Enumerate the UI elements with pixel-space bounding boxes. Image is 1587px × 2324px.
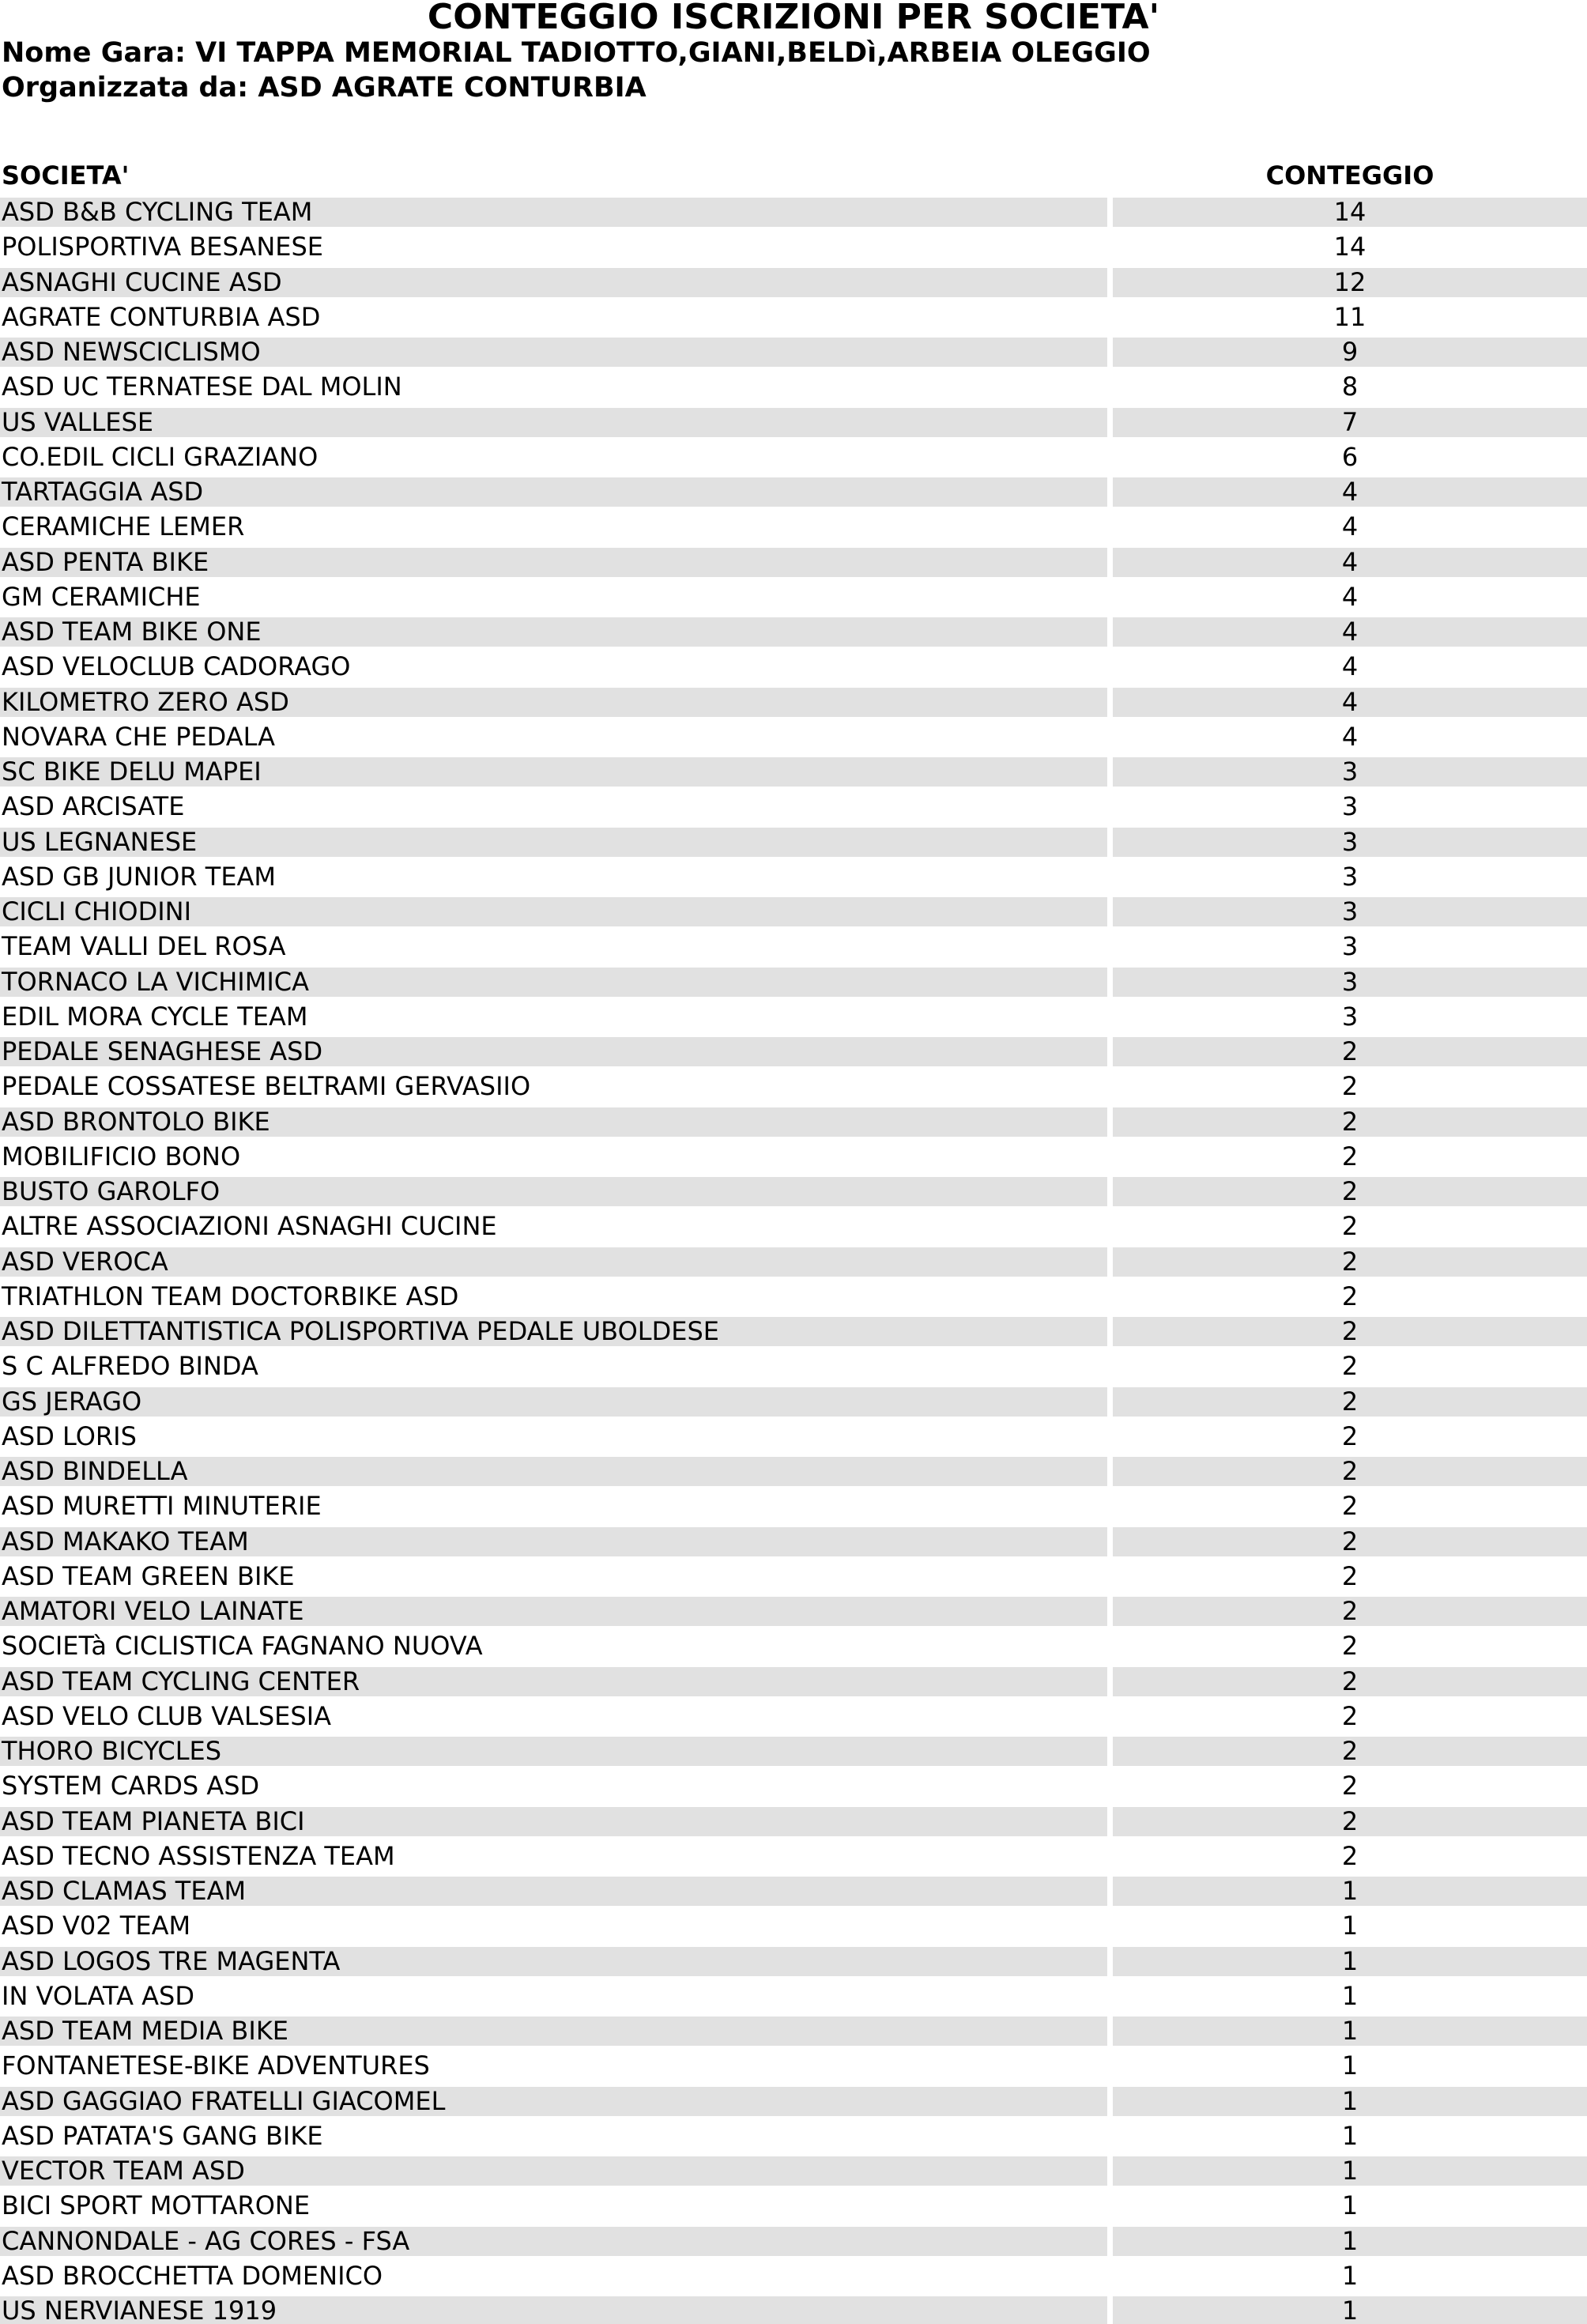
team-name-cell: CERAMICHE LEMER xyxy=(2,512,245,542)
table-row xyxy=(0,1279,1587,1314)
count-cell: 2 xyxy=(1113,1807,1587,1836)
table-row xyxy=(0,1839,1587,1873)
team-name-cell: IN VOLATA ASD xyxy=(2,1981,194,2011)
count-cell: 4 xyxy=(1113,617,1587,647)
count-cell: 11 xyxy=(1333,302,1366,332)
count-cell: 2 xyxy=(1341,1771,1359,1801)
table-row xyxy=(0,999,1587,1034)
table-row xyxy=(0,334,1587,369)
team-name-cell: ASD V02 TEAM xyxy=(2,1911,191,1941)
team-name-cell: ASD TEAM MEDIA BIKE xyxy=(0,2017,1107,2046)
count-cell: 4 xyxy=(1341,512,1359,542)
count-cell: 2 xyxy=(1341,1701,1359,1731)
team-name-cell: ASD GAGGIAO FRATELLI GIACOMEL xyxy=(0,2087,1107,2116)
table-row xyxy=(0,1524,1587,1559)
count-cell: 9 xyxy=(1113,338,1587,367)
count-cell: 2 xyxy=(1113,1247,1587,1277)
team-name-cell: ASD MURETTI MINUTERIE xyxy=(2,1492,322,1522)
team-name-cell: AMATORI VELO LAINATE xyxy=(0,1597,1107,1626)
count-cell: 4 xyxy=(1113,548,1587,577)
count-cell: 4 xyxy=(1113,688,1587,717)
count-cell: 2 xyxy=(1113,1107,1587,1137)
team-name-cell: ASD VELO CLUB VALSESIA xyxy=(2,1701,332,1731)
count-cell: 1 xyxy=(1341,2121,1359,2151)
count-cell: 4 xyxy=(1113,477,1587,507)
team-name-cell: ASD VEROCA xyxy=(0,1247,1107,1277)
table-row xyxy=(0,1768,1587,1803)
table-row xyxy=(0,1419,1587,1454)
count-cell: 3 xyxy=(1341,932,1359,962)
table-row xyxy=(0,1979,1587,2013)
organizer: Organizzata da: ASD AGRATE CONTURBIA xyxy=(2,72,646,104)
team-name-cell: ASD PENTA BIKE xyxy=(0,548,1107,577)
team-name-cell: MOBILIFICIO BONO xyxy=(2,1141,241,1171)
count-cell: 3 xyxy=(1113,757,1587,787)
team-name-cell: ASD LORIS xyxy=(2,1421,137,1451)
team-name-cell: CICLI CHIODINI xyxy=(0,897,1107,926)
count-cell: 2 xyxy=(1113,1737,1587,1766)
count-cell: 2 xyxy=(1341,1841,1359,1871)
team-name-cell: US NERVIANESE 1919 xyxy=(0,2296,1107,2324)
table-row xyxy=(0,545,1587,579)
table-row xyxy=(0,2293,1587,2324)
table-row xyxy=(0,1244,1587,1279)
team-name-cell: US LEGNANESE xyxy=(0,828,1107,857)
team-name-cell: ASD PATATA'S GANG BIKE xyxy=(2,2121,323,2151)
table-row xyxy=(0,1104,1587,1139)
table-row xyxy=(0,859,1587,894)
count-cell: 1 xyxy=(1113,2087,1587,2116)
team-name-cell: PEDALE SENAGHESE ASD xyxy=(0,1037,1107,1066)
count-cell: 4 xyxy=(1341,722,1359,752)
count-cell: 4 xyxy=(1341,652,1359,682)
table-row xyxy=(0,2084,1587,2118)
table-row xyxy=(0,754,1587,789)
count-cell: 2 xyxy=(1341,1561,1359,1591)
count-cell: 1 xyxy=(1113,2017,1587,2046)
count-cell: 12 xyxy=(1113,268,1587,297)
team-name-cell: TEAM VALLI DEL ROSA xyxy=(2,932,286,962)
count-cell: 1 xyxy=(1113,2156,1587,2186)
team-name-cell: ASD TEAM PIANETA BICI xyxy=(0,1807,1107,1836)
table-row xyxy=(0,265,1587,300)
table-row xyxy=(0,789,1587,824)
table-row xyxy=(0,2118,1587,2153)
table-row xyxy=(0,1873,1587,1908)
table-row xyxy=(0,1908,1587,1943)
team-name-cell: EDIL MORA CYCLE TEAM xyxy=(2,1002,308,1032)
count-cell: 2 xyxy=(1113,1457,1587,1486)
team-name-cell: VECTOR TEAM ASD xyxy=(0,2156,1107,2186)
count-cell: 3 xyxy=(1341,1002,1359,1032)
count-cell: 1 xyxy=(1341,2051,1359,2081)
table-row xyxy=(0,2224,1587,2258)
table-row xyxy=(0,229,1587,264)
team-name-cell: S C ALFREDO BINDA xyxy=(2,1352,258,1382)
count-cell: 3 xyxy=(1113,897,1587,926)
table-row xyxy=(0,894,1587,929)
table-row xyxy=(0,579,1587,614)
count-cell: 2 xyxy=(1341,1492,1359,1522)
table-row xyxy=(0,1349,1587,1383)
team-name-cell: ASD ARCISATE xyxy=(2,792,185,822)
table-row xyxy=(0,1488,1587,1523)
team-name-cell: PEDALE COSSATESE BELTRAMI GERVASIIO xyxy=(2,1072,531,1102)
table-row xyxy=(0,1139,1587,1174)
table-row xyxy=(0,2013,1587,2048)
team-name-cell: CANNONDALE - AG CORES - FSA xyxy=(0,2227,1107,2256)
team-name-cell: ASD BRONTOLO BIKE xyxy=(0,1107,1107,1137)
count-cell: 2 xyxy=(1341,1352,1359,1382)
count-cell: 3 xyxy=(1113,968,1587,997)
table-row xyxy=(0,929,1587,964)
team-name-cell: NOVARA CHE PEDALA xyxy=(2,722,276,752)
team-name-cell: ASD BROCCHETTA DOMENICO xyxy=(2,2261,383,2291)
registrations-table xyxy=(0,194,1587,2324)
team-name-cell: ASD TEAM GREEN BIKE xyxy=(2,1561,295,1591)
count-cell: 14 xyxy=(1113,198,1587,227)
team-name-cell: ASD CLAMAS TEAM xyxy=(0,1877,1107,1906)
count-cell: 8 xyxy=(1341,372,1359,402)
table-row xyxy=(0,1174,1587,1209)
team-name-cell: US VALLESE xyxy=(0,408,1107,437)
team-name-cell: ASNAGHI CUCINE ASD xyxy=(0,268,1107,297)
team-name-cell: GM CERAMICHE xyxy=(2,582,201,612)
team-name-cell: KILOMETRO ZERO ASD xyxy=(0,688,1107,717)
team-name-cell: ASD TEAM BIKE ONE xyxy=(0,617,1107,647)
team-name-cell: ASD VELOCLUB CADORAGO xyxy=(2,652,351,682)
count-cell: 2 xyxy=(1113,1177,1587,1206)
team-name-cell: GS JERAGO xyxy=(0,1387,1107,1417)
team-name-cell: ASD B&B CYCLING TEAM xyxy=(0,198,1107,227)
table-row xyxy=(0,2188,1587,2223)
count-cell: 14 xyxy=(1333,232,1366,262)
count-cell: 2 xyxy=(1113,1667,1587,1696)
table-row xyxy=(0,1034,1587,1069)
team-name-cell: TORNACO LA VICHIMICA xyxy=(0,968,1107,997)
team-name-cell: ASD DILETTANTISTICA POLISPORTIVA PEDALE UBOLDESE xyxy=(0,1317,1107,1346)
count-cell: 2 xyxy=(1341,1632,1359,1662)
team-name-cell: BICI SPORT MOTTARONE xyxy=(2,2191,311,2221)
count-cell: 2 xyxy=(1341,1281,1359,1311)
count-cell: 2 xyxy=(1113,1387,1587,1417)
count-cell: 2 xyxy=(1341,1072,1359,1102)
table-row xyxy=(0,509,1587,544)
count-cell: 4 xyxy=(1341,582,1359,612)
count-cell: 1 xyxy=(1113,1877,1587,1906)
team-name-cell: TARTAGGIA ASD xyxy=(0,477,1107,507)
table-row xyxy=(0,1664,1587,1699)
table-row xyxy=(0,1314,1587,1349)
table-row xyxy=(0,440,1587,474)
table-row xyxy=(0,649,1587,684)
team-name-cell: ASD NEWSCICLISMO xyxy=(0,338,1107,367)
team-name-cell: ASD UC TERNATESE DAL MOLIN xyxy=(2,372,402,402)
table-row xyxy=(0,1699,1587,1734)
count-cell: 2 xyxy=(1113,1527,1587,1556)
team-name-cell: TRIATHLON TEAM DOCTORBIKE ASD xyxy=(2,1281,459,1311)
table-row xyxy=(0,1944,1587,1979)
count-cell: 7 xyxy=(1113,408,1587,437)
count-cell: 3 xyxy=(1341,792,1359,822)
team-name-cell: ASD GB JUNIOR TEAM xyxy=(2,862,277,892)
count-cell: 2 xyxy=(1341,1141,1359,1171)
table-row xyxy=(0,1384,1587,1419)
team-name-cell: ASD TECNO ASSISTENZA TEAM xyxy=(2,1841,395,1871)
table-row xyxy=(0,2153,1587,2188)
table-row xyxy=(0,1069,1587,1104)
count-cell: 2 xyxy=(1113,1037,1587,1066)
table-row xyxy=(0,369,1587,404)
team-name-cell: ASD MAKAKO TEAM xyxy=(0,1527,1107,1556)
table-row xyxy=(0,1734,1587,1768)
team-name-cell: SC BIKE DELU MAPEI xyxy=(0,757,1107,787)
table-row xyxy=(0,2048,1587,2083)
document-title: CONTEGGIO ISCRIZIONI PER SOCIETA' xyxy=(427,0,1160,37)
count-cell: 1 xyxy=(1341,2261,1359,2291)
count-cell: 3 xyxy=(1341,862,1359,892)
count-cell: 2 xyxy=(1341,1212,1359,1242)
team-name-cell: SOCIETà CICLISTICA FAGNANO NUOVA xyxy=(2,1632,483,1662)
column-header-societa: SOCIETA' xyxy=(2,160,130,191)
table-row xyxy=(0,300,1587,334)
count-cell: 1 xyxy=(1113,2296,1587,2324)
count-cell: 2 xyxy=(1341,1421,1359,1451)
table-row xyxy=(0,1628,1587,1663)
count-cell: 2 xyxy=(1113,1597,1587,1626)
count-cell: 1 xyxy=(1113,1947,1587,1976)
team-name-cell: ASD TEAM CYCLING CENTER xyxy=(0,1667,1107,1696)
column-header-conteggio: CONTEGGIO xyxy=(1265,160,1434,191)
table-row xyxy=(0,1559,1587,1594)
table-row xyxy=(0,194,1587,229)
table-row xyxy=(0,1594,1587,1628)
count-cell: 1 xyxy=(1113,2227,1587,2256)
count-cell: 1 xyxy=(1341,2191,1359,2221)
team-name-cell: ALTRE ASSOCIAZIONI ASNAGHI CUCINE xyxy=(2,1212,497,1242)
table-row xyxy=(0,474,1587,509)
table-row xyxy=(0,2258,1587,2293)
team-name-cell: CO.EDIL CICLI GRAZIANO xyxy=(2,442,319,472)
team-name-cell: SYSTEM CARDS ASD xyxy=(2,1771,260,1801)
team-name-cell: POLISPORTIVA BESANESE xyxy=(2,232,323,262)
table-row xyxy=(0,405,1587,440)
team-name-cell: ASD LOGOS TRE MAGENTA xyxy=(0,1947,1107,1976)
count-cell: 3 xyxy=(1113,828,1587,857)
count-cell: 1 xyxy=(1341,1911,1359,1941)
table-row xyxy=(0,964,1587,999)
team-name-cell: BUSTO GAROLFO xyxy=(0,1177,1107,1206)
team-name-cell: FONTANETESE-BIKE ADVENTURES xyxy=(2,2051,430,2081)
count-cell: 2 xyxy=(1113,1317,1587,1346)
table-row xyxy=(0,1209,1587,1243)
table-row xyxy=(0,824,1587,859)
table-row xyxy=(0,1454,1587,1488)
team-name-cell: ASD BINDELLA xyxy=(0,1457,1107,1486)
table-row xyxy=(0,1804,1587,1839)
count-cell: 6 xyxy=(1341,442,1359,472)
table-row xyxy=(0,614,1587,649)
race-name: Nome Gara: VI TAPPA MEMORIAL TADIOTTO,GIANI,BELDì,ARBEIA OLEGGIO xyxy=(2,37,1151,69)
team-name-cell: AGRATE CONTURBIA ASD xyxy=(2,302,321,332)
table-row xyxy=(0,685,1587,719)
team-name-cell: THORO BICYCLES xyxy=(0,1737,1107,1766)
table-row xyxy=(0,719,1587,754)
count-cell: 1 xyxy=(1341,1981,1359,2011)
